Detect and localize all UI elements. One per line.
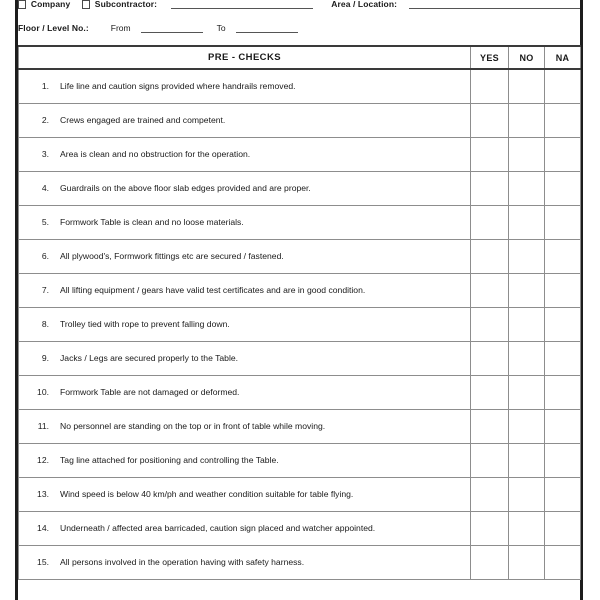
check-item-text: Crews engaged are trained and competent. bbox=[60, 115, 226, 126]
check-item-number: 12. bbox=[37, 455, 49, 466]
check-item-number: 9. bbox=[41, 353, 49, 364]
check-item-cell bbox=[19, 478, 471, 512]
column-header-na: NA bbox=[545, 46, 581, 69]
answer-cell-no[interactable] bbox=[509, 104, 545, 138]
table-row bbox=[19, 104, 581, 138]
answer-cell-na[interactable] bbox=[545, 240, 581, 274]
answer-cell-no[interactable] bbox=[509, 478, 545, 512]
check-item-cell bbox=[19, 172, 471, 206]
answer-cell-yes[interactable] bbox=[471, 512, 509, 546]
pre-checks-table bbox=[18, 45, 581, 580]
answer-cell-na[interactable] bbox=[545, 69, 581, 104]
answer-cell-no[interactable] bbox=[509, 546, 545, 580]
check-item-text: Tag line attached for positioning and controlling the Table. bbox=[60, 455, 279, 466]
check-item-cell bbox=[19, 376, 471, 410]
check-item-text: Life line and caution signs provided where handrails removed. bbox=[60, 81, 296, 92]
answer-cell-na[interactable] bbox=[545, 478, 581, 512]
check-item-text: No personnel are standing on the top or in front of table while moving. bbox=[60, 421, 326, 432]
check-item-cell bbox=[19, 546, 471, 580]
table-header-row bbox=[19, 46, 581, 69]
check-item-number: 10. bbox=[37, 387, 49, 398]
answer-cell-yes[interactable] bbox=[471, 138, 509, 172]
check-item-text: All lifting equipment / gears have valid test certificates and are in good condition. bbox=[60, 285, 366, 296]
check-item-text: Guardrails on the above floor slab edges provided and are proper. bbox=[60, 183, 311, 194]
check-item-text: Formwork Table is clean and no loose materials. bbox=[60, 217, 244, 228]
check-item-number: 15. bbox=[37, 557, 49, 568]
check-item-number: 1. bbox=[41, 81, 49, 92]
check-item-text: Trolley tied with rope to prevent falling down. bbox=[60, 319, 230, 330]
answer-cell-no[interactable] bbox=[509, 274, 545, 308]
form-header bbox=[18, 0, 580, 45]
answer-cell-na[interactable] bbox=[545, 444, 581, 478]
answer-cell-yes[interactable] bbox=[471, 410, 509, 444]
check-item-cell bbox=[19, 410, 471, 444]
table-row bbox=[19, 444, 581, 478]
subcontractor-field[interactable] bbox=[171, 0, 313, 9]
to-field[interactable] bbox=[236, 23, 298, 33]
company-label: Company bbox=[30, 0, 71, 9]
check-item-number: 5. bbox=[41, 217, 49, 228]
check-item-cell bbox=[19, 444, 471, 478]
check-item-number: 14. bbox=[37, 523, 49, 534]
area-location-field[interactable] bbox=[409, 0, 580, 9]
check-item-cell bbox=[19, 342, 471, 376]
check-item-cell bbox=[19, 308, 471, 342]
table-row bbox=[19, 410, 581, 444]
answer-cell-na[interactable] bbox=[545, 546, 581, 580]
answer-cell-na[interactable] bbox=[545, 376, 581, 410]
check-item-cell bbox=[19, 138, 471, 172]
answer-cell-no[interactable] bbox=[509, 308, 545, 342]
company-checkbox[interactable] bbox=[18, 0, 26, 9]
subcontractor-checkbox[interactable] bbox=[82, 0, 90, 9]
check-item-number: 13. bbox=[37, 489, 49, 500]
subcontractor-label: Subcontractor: bbox=[94, 0, 158, 9]
answer-cell-no[interactable] bbox=[509, 410, 545, 444]
check-item-cell bbox=[19, 69, 471, 104]
table-row bbox=[19, 206, 581, 240]
answer-cell-yes[interactable] bbox=[471, 274, 509, 308]
answer-cell-na[interactable] bbox=[545, 308, 581, 342]
area-location-label: Area / Location: bbox=[331, 0, 398, 9]
answer-cell-yes[interactable] bbox=[471, 342, 509, 376]
column-header-pre-checks: PRE - CHECKS bbox=[19, 46, 471, 69]
from-label: From bbox=[110, 23, 131, 33]
check-item-text: Jacks / Legs are secured properly to the Table. bbox=[60, 353, 239, 364]
answer-cell-na[interactable] bbox=[545, 512, 581, 546]
floor-level-label: Floor / Level No.: bbox=[18, 23, 89, 33]
answer-cell-yes[interactable] bbox=[471, 206, 509, 240]
answer-cell-yes[interactable] bbox=[471, 546, 509, 580]
column-header-yes: YES bbox=[471, 46, 509, 69]
check-item-cell bbox=[19, 512, 471, 546]
check-item-number: 7. bbox=[41, 285, 49, 296]
header-row-floor-level bbox=[18, 20, 580, 36]
table-row bbox=[19, 240, 581, 274]
check-item-text: Formwork Table are not damaged or deformed. bbox=[60, 387, 240, 398]
column-header-no: NO bbox=[509, 46, 545, 69]
answer-cell-yes[interactable] bbox=[471, 240, 509, 274]
answer-cell-na[interactable] bbox=[545, 410, 581, 444]
table-row bbox=[19, 546, 581, 580]
table-row bbox=[19, 274, 581, 308]
answer-cell-no[interactable] bbox=[509, 342, 545, 376]
check-item-number: 2. bbox=[41, 115, 49, 126]
table-row bbox=[19, 172, 581, 206]
table-row bbox=[19, 308, 581, 342]
answer-cell-na[interactable] bbox=[545, 104, 581, 138]
answer-cell-no[interactable] bbox=[509, 512, 545, 546]
answer-cell-no[interactable] bbox=[509, 444, 545, 478]
check-item-text: Area is clean and no obstruction for the operation. bbox=[60, 149, 251, 160]
check-item-text: Underneath / affected area barricaded, caution sign placed and watcher appointed. bbox=[60, 523, 376, 534]
check-item-cell bbox=[19, 206, 471, 240]
answer-cell-na[interactable] bbox=[545, 342, 581, 376]
answer-cell-no[interactable] bbox=[509, 206, 545, 240]
answer-cell-na[interactable] bbox=[545, 274, 581, 308]
answer-cell-yes[interactable] bbox=[471, 376, 509, 410]
answer-cell-yes[interactable] bbox=[471, 444, 509, 478]
answer-cell-no[interactable] bbox=[509, 172, 545, 206]
answer-cell-na[interactable] bbox=[545, 172, 581, 206]
check-item-cell bbox=[19, 104, 471, 138]
answer-cell-no[interactable] bbox=[509, 240, 545, 274]
answer-cell-yes[interactable] bbox=[471, 172, 509, 206]
check-item-text: Wind speed is below 40 km/ph and weather condition suitable for table flying. bbox=[60, 489, 354, 500]
table-row bbox=[19, 376, 581, 410]
table-row bbox=[19, 478, 581, 512]
answer-cell-yes[interactable] bbox=[471, 308, 509, 342]
check-item-cell bbox=[19, 274, 471, 308]
answer-cell-yes[interactable] bbox=[471, 69, 509, 104]
check-item-text: All persons involved in the operation having with safety harness. bbox=[60, 557, 305, 568]
answer-cell-yes[interactable] bbox=[471, 478, 509, 512]
answer-cell-no[interactable] bbox=[509, 138, 545, 172]
answer-cell-na[interactable] bbox=[545, 206, 581, 240]
table-row bbox=[19, 69, 581, 104]
from-field[interactable] bbox=[141, 23, 203, 33]
check-item-text: All plywood's, Formwork fittings etc are secured / fastened. bbox=[60, 251, 284, 262]
answer-cell-yes[interactable] bbox=[471, 104, 509, 138]
answer-cell-na[interactable] bbox=[545, 138, 581, 172]
to-label: To bbox=[216, 23, 226, 33]
table-row bbox=[19, 342, 581, 376]
check-item-number: 11. bbox=[37, 421, 49, 432]
check-item-cell bbox=[19, 240, 471, 274]
check-item-number: 8. bbox=[41, 319, 49, 330]
table-row bbox=[19, 138, 581, 172]
check-item-number: 6. bbox=[41, 251, 49, 262]
answer-cell-no[interactable] bbox=[509, 69, 545, 104]
check-item-number: 4. bbox=[41, 183, 49, 194]
check-item-number: 3. bbox=[41, 149, 49, 160]
header-row-company bbox=[18, 0, 580, 11]
table-row bbox=[19, 512, 581, 546]
answer-cell-no[interactable] bbox=[509, 376, 545, 410]
